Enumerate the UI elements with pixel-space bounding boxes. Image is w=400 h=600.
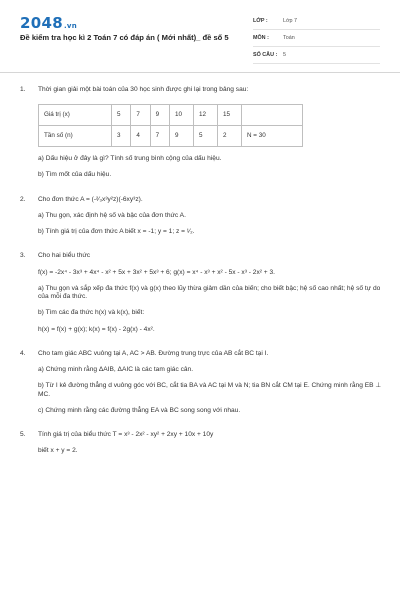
meta-value: Lớp 7 <box>283 18 298 24</box>
table-cell: 4 <box>131 126 150 147</box>
logo-text: 2048 <box>20 14 63 32</box>
table-cell: Giá trị (x) <box>39 105 112 126</box>
question-number: 4. <box>20 349 26 357</box>
document-title: Đề kiểm tra học kì 2 Toán 7 có đáp án ( Mới nhất)_ đề số 5 <box>20 33 229 42</box>
frequency-table <box>38 104 303 147</box>
table-cell: 7 <box>131 105 150 126</box>
question-4 <box>20 350 382 358</box>
question-text: Cho hai biểu thức <box>38 252 91 260</box>
question-3 <box>20 252 382 260</box>
expression: f(x) = -2x⁴ - 3x³ + 4x⁴ - x² + 5x + 3x² + 5x³ + 6; g(x) = x⁴ - x³ + x² - 5x - x³ - 2x² + 3. <box>38 268 275 276</box>
question-part: b) Tìm các đa thức h(x) và k(x), biết: <box>38 309 145 317</box>
table-cell: 3 <box>112 126 131 147</box>
question-text: Tính giá trị của biểu thức T = x³ - 2x² - xy² + 2xy + 10x + 10y <box>38 430 214 438</box>
meta-key: SỐ CÂU : <box>253 52 278 58</box>
question-text: Thời gian giải một bài toán của 30 học sinh được ghi lại trong bảng sau: <box>38 86 249 93</box>
table-cell: 5 <box>193 126 217 147</box>
table-row <box>39 126 303 147</box>
meta-question-count <box>253 47 380 64</box>
question-part: a) Chứng minh rằng ΔAIB, ΔAIC là các tam giác cân. <box>38 366 194 374</box>
question-text: Cho đơn thức A = (-²⁄₃x³y²z)(-6xy³z). <box>38 195 143 203</box>
question-number: 1. <box>20 86 26 93</box>
document-header <box>0 0 400 68</box>
meta-key: MÔN : <box>253 35 269 41</box>
question-part: a) Dấu hiệu ở đây là gì? Tính số trung bình cộng của dấu hiệu. <box>38 155 222 163</box>
expression: h(x) = f(x) + g(x); k(x) = f(x) - 2g(x) - 4x². <box>38 325 155 333</box>
question-1 <box>20 86 382 94</box>
table-cell: Tần số (n) <box>39 126 112 147</box>
meta-value: Toán <box>283 35 295 41</box>
header-divider <box>0 72 400 73</box>
logo-suffix: .vn <box>63 22 78 30</box>
table-cell: 12 <box>193 105 217 126</box>
document-meta <box>253 13 380 64</box>
meta-value: 5 <box>283 52 286 58</box>
question-part: b) Tìm mốt của dấu hiệu. <box>38 171 112 179</box>
question-part: a) Thu gọn và sắp xếp đa thức f(x) và g(x) theo lũy thừa giảm dần của biến; cho biết bậc; hệ số cao nhất; hệ số tự do của mỗi đa thức. <box>38 284 381 301</box>
table-cell: 9 <box>150 105 169 126</box>
site-logo[interactable] <box>20 14 77 32</box>
question-2 <box>20 196 382 204</box>
table-cell: 7 <box>150 126 169 147</box>
table-row <box>39 105 303 126</box>
question-text: Cho tam giác ABC vuông tại A, AC > AB. Đường trung trực của AB cắt BC tại I. <box>38 349 269 357</box>
table-cell: 9 <box>169 126 193 147</box>
meta-subject <box>253 30 380 47</box>
question-number: 2. <box>20 195 26 203</box>
question-5 <box>20 431 382 439</box>
question-part: b) Tính giá trị của đơn thức A biết x = -1; y = 1; z = ¹⁄₂. <box>38 228 195 236</box>
table-cell: 2 <box>217 126 241 147</box>
table-cell <box>242 105 303 126</box>
question-number: 5. <box>20 430 26 438</box>
question-part: c) Chứng minh rằng các đường thẳng EA và BC song song với nhau. <box>38 406 241 414</box>
table-cell: 10 <box>169 105 193 126</box>
table-cell: 15 <box>217 105 241 126</box>
question-part: b) Từ I kẻ đường thẳng d vuông góc với BC, cắt tia BA và AC tại M và N; tia BN cắt CM tại E. Chứng minh rằng EB ⊥ MC. <box>38 382 382 398</box>
meta-grade <box>253 13 380 30</box>
question-number: 3. <box>20 252 26 260</box>
question-part: biết x + y = 2. <box>38 447 78 455</box>
exam-content <box>20 86 382 455</box>
meta-key: LỚP : <box>253 18 268 24</box>
question-part: a) Thu gọn, xác định hệ số và bậc của đơn thức A. <box>38 211 186 219</box>
table-cell: 5 <box>112 105 131 126</box>
table-cell: N = 30 <box>242 126 303 147</box>
